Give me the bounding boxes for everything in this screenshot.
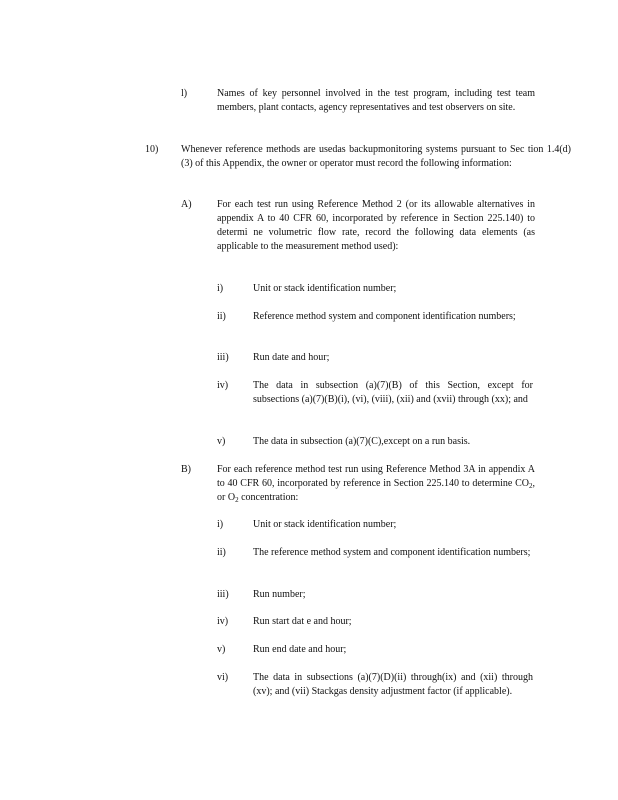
item-text: The reference method system and component identification numbers; [253, 547, 531, 558]
item-text: The data in subsections (a)(7)(D)(ii) through(ix) and (xii) through (xv); and (vii) Stackgas density adjustment factor (if applicable). [253, 672, 533, 697]
item-text: Unit or stack identification number; [253, 283, 397, 294]
item-text: Names of key personnel involved in the test program, including test team members, plant contacts, agency representatives and test observers on site. [217, 88, 535, 113]
item-text: The data in subsection (a)(7)(C),except on a run basis. [253, 436, 471, 447]
item-text: Run start dat e and hour; [253, 616, 352, 627]
item-text: The data in subsection (a)(7)(B) of this Section, except for subsections (a)(7)(B)(i), (vi), (viii), (xii) and (xvii) through (xx); and [253, 380, 533, 405]
item-text: Run date and hour; [253, 352, 330, 363]
subscript: 2 [529, 482, 533, 490]
item-text: Whenever reference methods are usedas backupmonitoring systems pursuant to Sec tion 1.4(d)(3) of this Appendix, the owner or operator must record the following information: [181, 144, 571, 169]
item-text: Run end date and hour; [253, 644, 347, 655]
item-text-part: , or O [217, 478, 535, 503]
item-text-part: For each reference method test run using Reference Method 3A in appendix A to 40 CFR 60, incorporated by reference in Section 225.140 to determine CO [217, 464, 535, 489]
item-label: i) [217, 283, 224, 294]
item-label: v) [217, 644, 226, 655]
item-label: ii) [217, 547, 226, 558]
item-label: v) [217, 436, 226, 447]
item-label: A) [181, 199, 192, 210]
item-label: iii) [217, 589, 229, 600]
item-text-part: concentration: [238, 492, 299, 503]
item-label: 10) [145, 144, 159, 155]
item-text: Reference method system and component identification numbers; [253, 311, 516, 322]
item-label: iii) [217, 352, 229, 363]
subscript: 2 [235, 496, 239, 504]
item-text: For each test run using Reference Method 2 (or its allowable alternatives in appendix A to 40 CFR 60, incorporated by reference in Section 225.140) to determi ne volumetric flow rate, record the following data elements (as applicable to the measurement method used): [217, 199, 535, 252]
item-label: iv) [217, 380, 229, 391]
item-text [217, 463, 535, 505]
item-label: l) [181, 88, 188, 99]
item-label: B) [181, 464, 191, 475]
item-label: vi) [217, 672, 229, 683]
item-label: ii) [217, 311, 226, 322]
item-label: iv) [217, 616, 229, 627]
item-text: Run number; [253, 589, 306, 600]
item-text: Unit or stack identification number; [253, 519, 397, 530]
item-label: i) [217, 519, 224, 530]
